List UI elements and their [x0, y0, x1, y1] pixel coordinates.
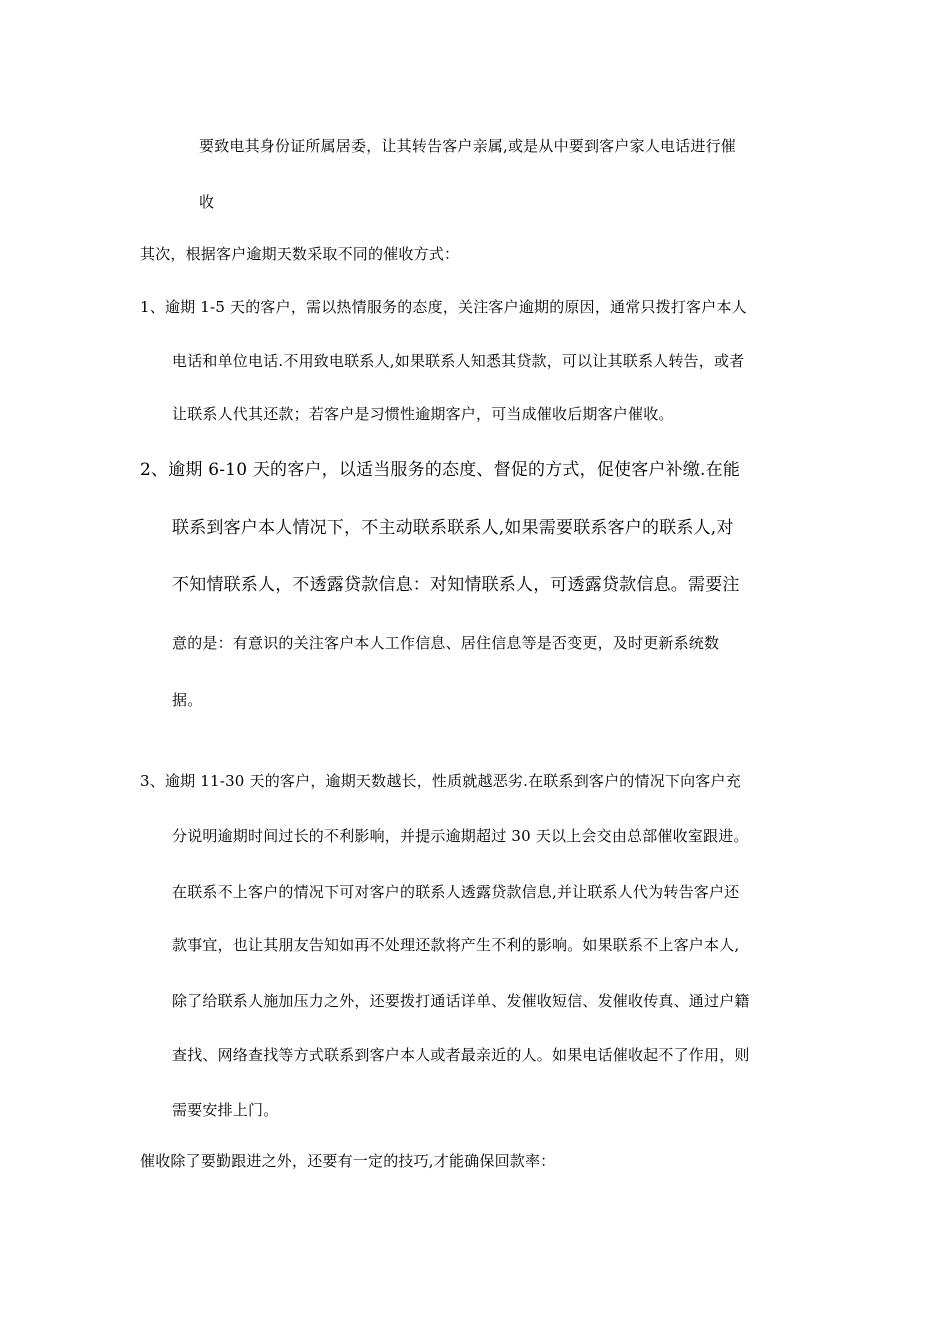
list-item-3-line: 查找、网络查找等方式联系到客户本人或者最亲近的人。如果电话催收起不了作用，则 — [172, 1046, 750, 1064]
list-item-1-line: 让联系人代其还款；若客户是习惯性逾期客户，可当成催收后期客户催收。 — [172, 405, 674, 423]
paragraph-line: 要致电其身份证所属居委，让其转告客户亲属,或是从中要到客户家人电话进行催 — [199, 137, 736, 155]
list-item-1-line: 电话和单位电话.不用致电联系人,如果联系人知悉其贷款，可以让其联系人转告，或者 — [172, 352, 745, 370]
list-item-2-line: 意的是：有意识的关注客户本人工作信息、居住信息等是否变更，及时更新系统数 — [172, 634, 720, 652]
list-item-2-line: 据。 — [172, 691, 203, 709]
paragraph-line: 收 — [199, 193, 215, 211]
closing-paragraph: 催收除了要勤跟进之外，还要有一定的技巧,才能确保回款率： — [140, 1152, 556, 1170]
list-item-3-line: 在联系不上客户的情况下可对客户的联系人透露贷款信息,并让联系人代为转告客户还 — [172, 883, 740, 901]
list-item-3-line: 3、逾期 11-30 天的客户，逾期天数越长，性质就越恶劣.在联系到客户的情况下向客户充 — [140, 772, 741, 790]
list-item-2-line: 2、逾期 6-10 天的客户，以适当服务的态度、督促的方式，促使客户补缴.在能 — [140, 460, 741, 480]
list-item-2-line: 联系到客户本人情况下，不主动联系联系人,如果需要联系客户的联系人,对 — [172, 518, 734, 538]
list-item-3-line: 除了给联系人施加压力之外，还要拨打通话详单、发催收短信、发催收传真、通过户籍 — [172, 992, 750, 1010]
list-item-3-line: 需要安排上门。 — [172, 1101, 279, 1119]
section-intro: 其次，根据客户逾期天数采取不同的催收方式： — [140, 245, 460, 263]
list-item-3-line: 款事宜，也让其朋友告知如再不处理还款将产生不利的影响。如果联系不上客户本人, — [172, 936, 740, 954]
list-item-1-line: 1、逾期 1-5 天的客户，需以热情服务的态度，关注客户逾期的原因，通常只拨打客户本人 — [140, 298, 747, 316]
list-item-3-line: 分说明逾期时间过长的不利影响，并提示逾期超过 30 天以上会交由总部催收室跟进。 — [172, 827, 749, 845]
list-item-2-line: 不知情联系人，不透露贷款信息：对知情联系人，可透露贷款信息。需要注 — [172, 575, 740, 595]
